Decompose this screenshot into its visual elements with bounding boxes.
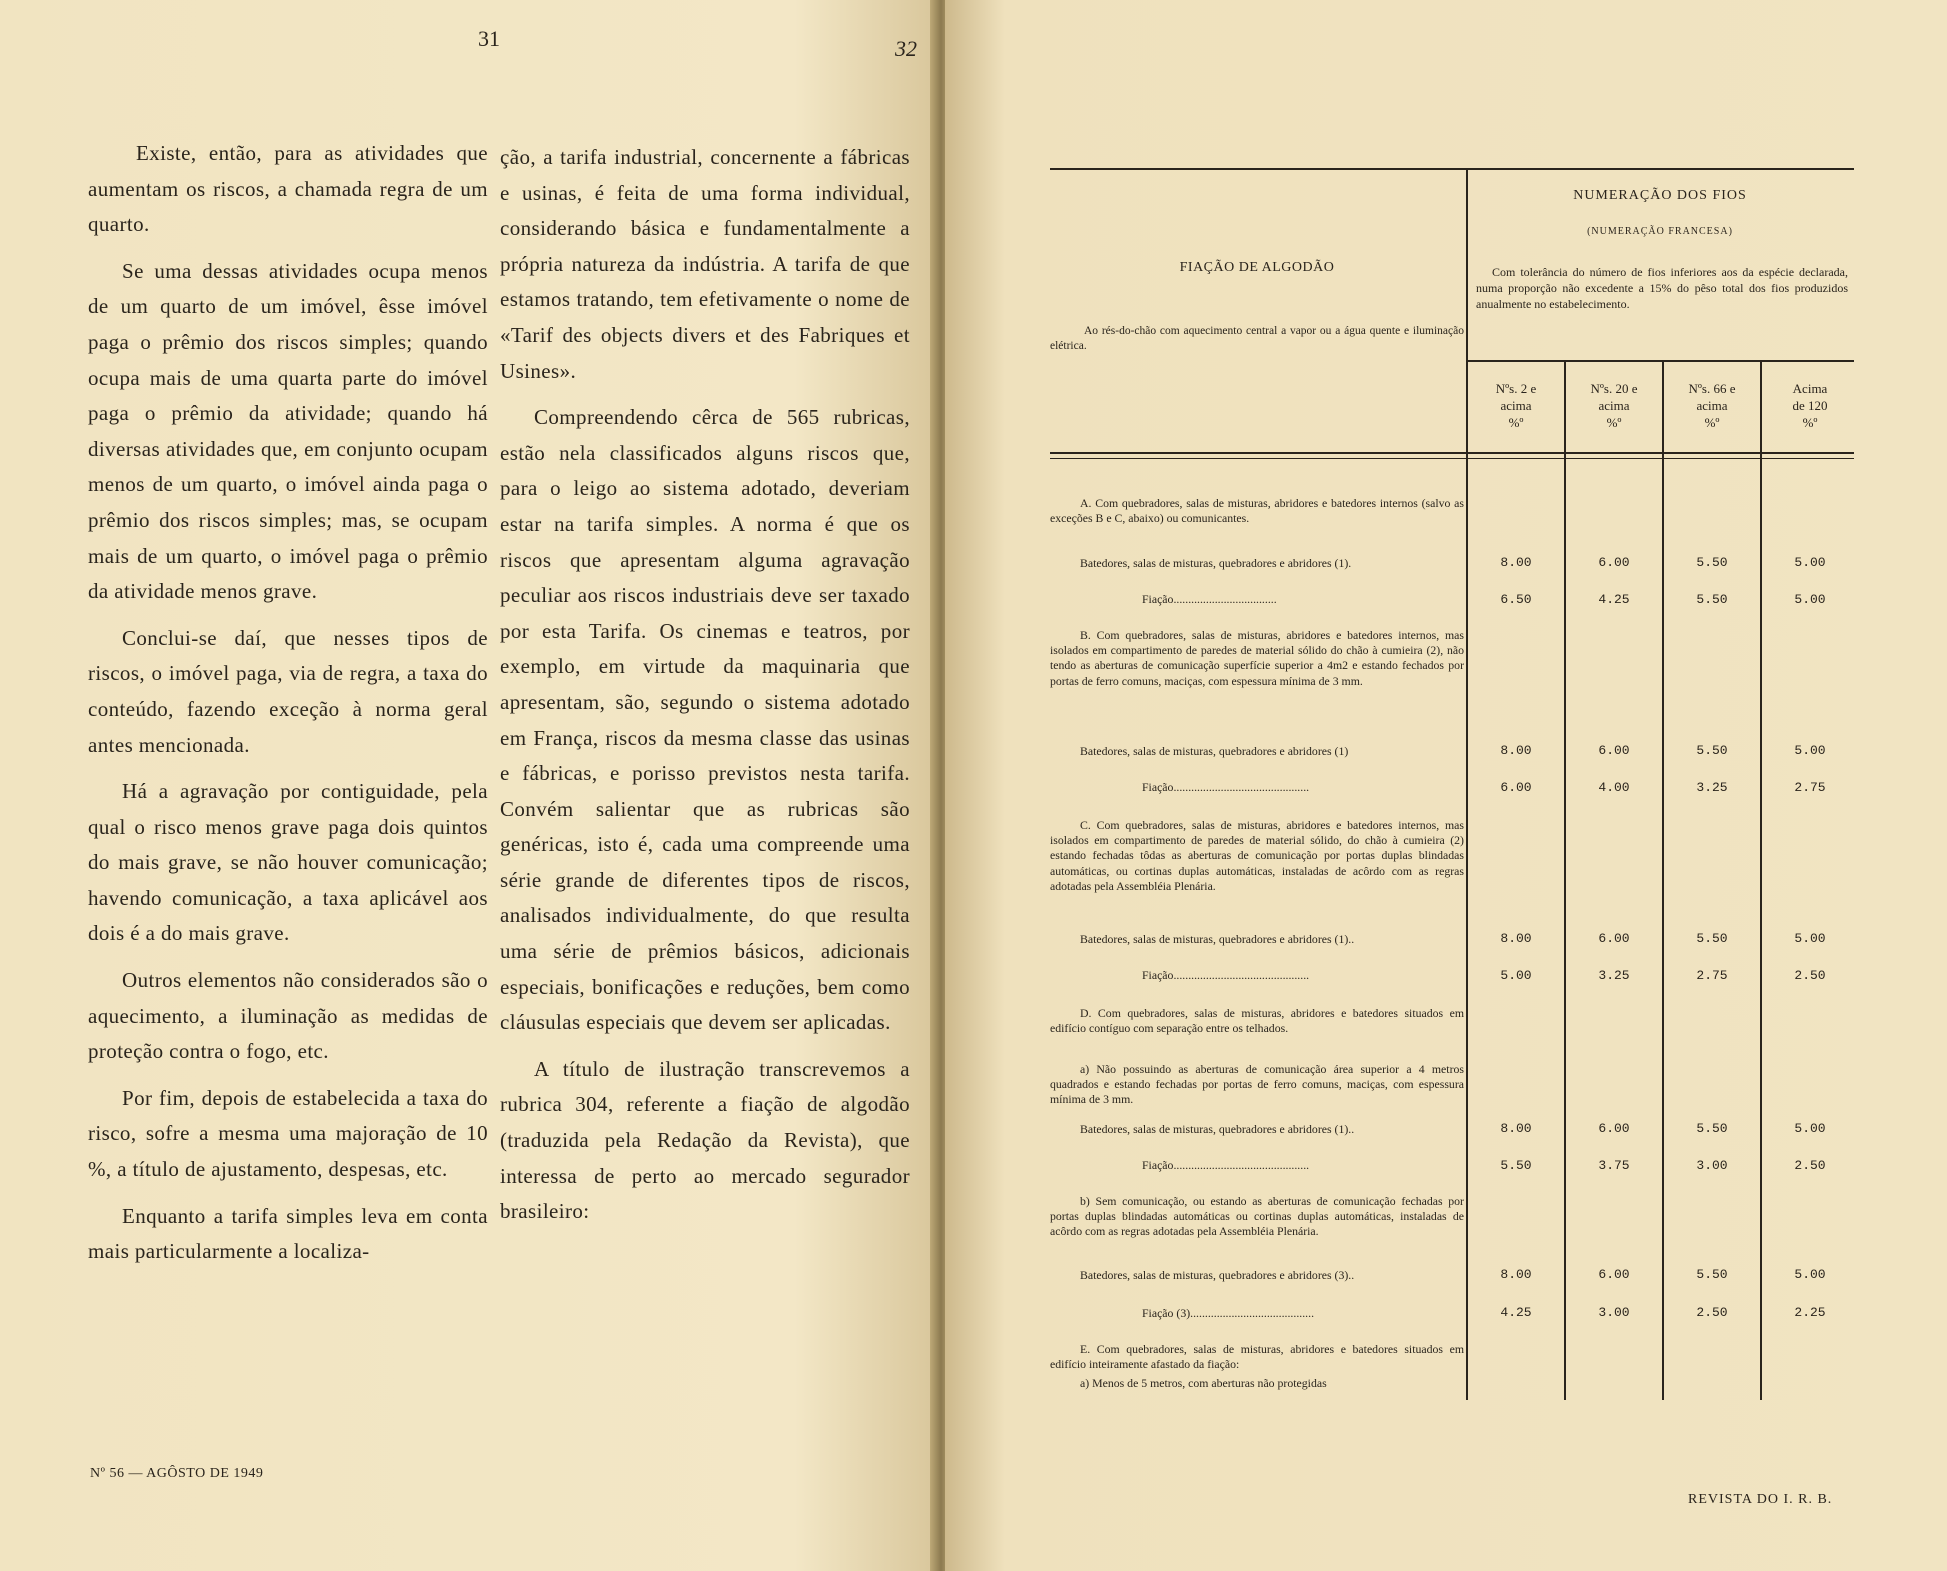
clause-text: A. Com quebradores, salas de misturas, abridores e batedores internos (salvo as exceções B e C, abaixo) ou comunicantes. [1050, 496, 1464, 526]
table-row-label: Batedores, salas de misturas, quebradores e abridores (1). [1080, 556, 1352, 570]
column-rule [1760, 360, 1762, 1400]
header-bottom-rule-2 [1050, 458, 1854, 459]
table-row-label: Batedores, salas de misturas, quebradores e abridores (1) [1080, 744, 1349, 758]
table-cell: 3.25 [1598, 968, 1630, 983]
table-cell: 5.50 [1696, 1121, 1728, 1136]
paragraph: Há a agravação por contiguidade, pela qual o risco menos grave paga dois quintos do mais grave, se não houver comunicação; havendo comunicação, a taxa aplicável aos dois é a do mais grave. [88, 779, 488, 946]
column-header-line: acima [1696, 398, 1728, 413]
table-cell: 2.75 [1696, 968, 1728, 983]
table-cell: 5.00 [1794, 743, 1826, 758]
table-clause [1050, 1062, 1464, 1108]
clause-text: b) Sem comunicação, ou estando as aberturas de comunicação fechadas por portas duplas blindadas automáticas ou cortinas duplas automáticas, instaladas de acôrdo com as regras adotadas pela Assembléia Plenária. [1050, 1194, 1464, 1239]
table-cell: 4.00 [1598, 780, 1630, 795]
table-cell: 6.00 [1500, 780, 1532, 795]
column-header-line: %º [1606, 415, 1622, 430]
column-header-line: %º [1802, 415, 1818, 430]
table-cell: 2.25 [1794, 1305, 1826, 1320]
column-header-line: Nºs. 20 e [1590, 381, 1638, 396]
clause-text: E. Com quebradores, salas de misturas, abridores e batedores situados em edifício inteiramente afastado da fiação: [1050, 1342, 1464, 1372]
page-number-left: 31 [478, 26, 500, 51]
table-cell: 6.00 [1598, 1267, 1630, 1282]
clause-text: a) Menos de 5 metros, com aberturas não protegidas [1080, 1376, 1327, 1390]
table-cell: 8.00 [1500, 1267, 1532, 1282]
paragraph: Existe, então, para as atividades que aumentam os riscos, a chamada regra de um quarto. [88, 141, 488, 237]
table-cell: 2.75 [1794, 780, 1826, 795]
table-title: FIAÇÃO DE ALGODÃO [1179, 260, 1335, 275]
clause-text: B. Com quebradores, salas de misturas, abridores e batedores internos, mas isolados em compartimento de paredes de material sólido do chão à cumieira (2), não tendo as aberturas de comunicação superfície superior a 4m2 e estando fechados por portas de ferro comuns, maciças, com espessura mínima de 3 mm. [1050, 628, 1464, 688]
table-row-label: Fiação.............................................. [1142, 1158, 1310, 1172]
table-cell: 5.50 [1696, 743, 1728, 758]
column-header-line: de 120 [1792, 398, 1828, 413]
paragraph: A título de ilustração transcrevemos a rubrica 304, referente a fiação de algodão (traduzida pela Redação da Revista), que interessa de perto ao mercado segurador brasileiro: [500, 1056, 910, 1224]
numbering-subtitle: (NUMERAÇÃO FRANCESA) [1587, 226, 1733, 237]
table-row-label: Fiação.............................................. [1142, 780, 1310, 794]
table-cell: 2.50 [1794, 968, 1826, 983]
clause-text: C. Com quebradores, salas de misturas, abridores e batedores internos, mas isolados em compartimento de paredes de material sólido, do chão à cumieira (2) estando fechadas tôdas as aberturas de comunicação por portas duplas blindadas automáticas, ou cortinas duplas automáticas, instaladas de acôrdo com as regras adotadas pela Assembléia Plenária. [1050, 818, 1464, 893]
table-cell: 5.00 [1794, 1267, 1826, 1282]
table-cell: 6.00 [1598, 931, 1630, 946]
paragraph: Conclui-se daí, que nesses tipos de riscos, o imóvel paga, via de regra, a taxa do conteúdo, fazendo exceção à norma geral antes mencionada. [88, 625, 488, 757]
paragraph: Outros elementos não considerados são o aquecimento, a iluminação as medidas de proteção contra o fogo, etc. [88, 968, 488, 1064]
paragraph: ção, a tarifa industrial, concernente a fábricas e usinas, é feita de uma forma individual, considerando básica e fundamentalmente a própria natureza da indústria. A tarifa de que estamos tratando, tem efetivamente o nome de «Tarif des objects divers et des Fabriques et Usines». [500, 145, 910, 383]
text-column-2 [500, 140, 910, 1241]
column-header-line: Acima [1792, 381, 1828, 396]
table-cell: 5.00 [1500, 968, 1532, 983]
page-number-right: 32 [895, 36, 917, 61]
table-row-label: Batedores, salas de misturas, quebradores e abridores (1).. [1080, 932, 1355, 946]
table-cell: 3.75 [1598, 1158, 1630, 1173]
table-cell: 5.50 [1696, 1267, 1728, 1282]
numbering-note: Com tolerância do número de fios inferiores aos da espécie declarada, numa proporção não excedente a 15% do pêso total dos fios produzidos anualmente no estabelecimento. [1476, 265, 1848, 311]
table-left-note: Ao rés-do-chão com aquecimento central a vapor ou a água quente e iluminação elétrica. [1050, 325, 1464, 352]
table-cell: 5.50 [1696, 592, 1728, 607]
table-cell: 5.00 [1794, 555, 1826, 570]
table-clause [1050, 1194, 1464, 1240]
column-header-line: %º [1704, 415, 1720, 430]
table-clause [1050, 1342, 1464, 1372]
table-cell: 2.50 [1696, 1305, 1728, 1320]
rate-table [1050, 168, 1854, 1400]
numbering-title: NUMERAÇÃO DOS FIOS [1573, 188, 1747, 203]
table-cell: 8.00 [1500, 555, 1532, 570]
table-cell: 6.00 [1598, 555, 1630, 570]
paragraph: Por fim, depois de estabelecida a taxa do risco, sofre a mesma uma majoração de 10 %, a título de ajustamento, despesas, etc. [88, 1085, 488, 1182]
table-cell: 4.25 [1500, 1305, 1532, 1320]
paragraph: Enquanto a tarifa simples leva em conta mais particularmente a localiza- [88, 1203, 488, 1264]
table-clause [1050, 496, 1464, 526]
table-clause [1050, 1006, 1464, 1036]
column-header-line: acima [1500, 398, 1532, 413]
table-cell: 3.25 [1696, 780, 1728, 795]
column-rule [1564, 360, 1566, 1400]
header-divider [1466, 360, 1854, 362]
column-header [1468, 380, 1564, 431]
paragraph: Se uma dessas atividades ocupa menos de um quarto de um imóvel, êsse imóvel paga o prêmio dos riscos simples; quando ocupa mais de uma quarta parte do imóvel paga o prêmio da atividade; quando há diversas atividades que, em conjunto ocupam menos de um quarto, o imóvel ainda paga o prêmio dos riscos simples; mas, se ocupam mais de um quarto, o imóvel paga o prêmio da atividade menos grave. [88, 258, 488, 604]
column-rule [1662, 360, 1664, 1400]
paragraph: Compreendendo cêrca de 565 rubricas, estão nela classificados alguns riscos que, para o leigo ao sistema adotado, deveriam estar na tarifa simples. A norma é que os riscos que apresentam alguma agravação peculiar aos riscos industriais deve ser taxado por esta Tarifa. Os cinemas e teatros, por exemplo, em virtude da maquinaria que apresentam, são, segundo o sistema adotado em França, riscos da mesma classe das usinas e fábricas, e porisso previstos nesta tarifa. Convém salientar que as rubricas são genéricas, isto é, cada uma compreende uma série grande de diferentes tipos de riscos, analisados individualmente, do que resulta uma série de prêmios básicos, adicionais especiais, bonificações e reduções, bem como cláusulas especiais que devem ser aplicadas. [500, 405, 910, 1035]
left-page [0, 0, 935, 1571]
table-row-label: Fiação (3).......................................... [1142, 1306, 1315, 1320]
table-cell: 2.50 [1794, 1158, 1826, 1173]
table-row-label: Batedores, salas de misturas, quebradores e abridores (3).. [1080, 1268, 1355, 1282]
column-header-line: %º [1508, 415, 1524, 430]
header-bottom-rule [1050, 452, 1854, 454]
table-cell: 3.00 [1598, 1305, 1630, 1320]
column-header-line: Nºs. 66 e [1688, 381, 1736, 396]
table-cell: 8.00 [1500, 931, 1532, 946]
table-cell: 8.00 [1500, 743, 1532, 758]
table-cell: 5.50 [1696, 555, 1728, 570]
table-clause [1050, 1376, 1464, 1391]
table-cell: 5.50 [1500, 1158, 1532, 1173]
table-cell: 4.25 [1598, 592, 1630, 607]
table-row-label: Fiação.............................................. [1142, 968, 1310, 982]
table-cell: 5.00 [1794, 931, 1826, 946]
clause-text: D. Com quebradores, salas de misturas, abridores e batedores situados em edifício contíguo com separação entre os telhados. [1050, 1006, 1464, 1036]
table-cell: 3.00 [1696, 1158, 1728, 1173]
table-cell: 8.00 [1500, 1121, 1532, 1136]
table-cell: 6.00 [1598, 743, 1630, 758]
table-cell: 6.50 [1500, 592, 1532, 607]
column-header-line: Nºs. 2 e [1495, 381, 1537, 396]
footer-issue: Nº 56 — AGÔSTO DE 1949 [90, 1466, 264, 1481]
table-cell: 5.50 [1696, 931, 1728, 946]
table-row-label: Batedores, salas de misturas, quebradores e abridores (1).. [1080, 1122, 1355, 1136]
table-row-label: Fiação................................... [1142, 592, 1277, 606]
table-cell: 5.00 [1794, 1121, 1826, 1136]
table-top-rule [1050, 168, 1854, 170]
column-header [1566, 380, 1662, 431]
table-clause [1050, 818, 1464, 894]
table-cell: 5.00 [1794, 592, 1826, 607]
footer-journal: REVISTA DO I. R. B. [1688, 1492, 1833, 1507]
clause-text: a) Não possuindo as aberturas de comunicação área superior a 4 metros quadrados e estando fechadas por portas de ferro comuns, maciças, com espessura mínima de 3 mm. [1050, 1062, 1464, 1107]
table-cell: 6.00 [1598, 1121, 1630, 1136]
column-header [1664, 380, 1760, 431]
text-column-1 [88, 136, 488, 1281]
table-clause [1050, 628, 1464, 689]
column-header [1762, 380, 1858, 431]
column-header-line: acima [1598, 398, 1630, 413]
